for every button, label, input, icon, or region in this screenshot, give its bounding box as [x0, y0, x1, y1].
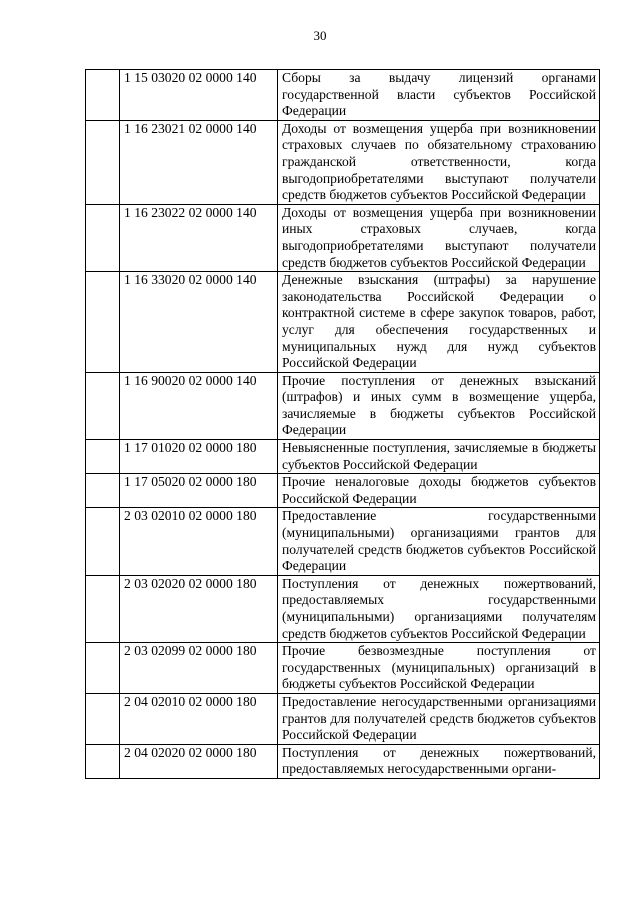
budget-code-cell: 2 04 02010 02 0000 180	[120, 693, 278, 744]
blank-cell	[86, 508, 120, 575]
budget-code-table	[85, 69, 600, 779]
blank-cell	[86, 372, 120, 439]
table-row	[86, 474, 600, 508]
budget-code-cell: 2 03 02010 02 0000 180	[120, 508, 278, 575]
income-description-cell: Сборы за выдачу лицензий органами государственной власти субъектов Российской Федерации	[278, 70, 600, 121]
blank-cell	[86, 474, 120, 508]
table-row	[86, 744, 600, 778]
blank-cell	[86, 693, 120, 744]
income-description-cell: Доходы от возмещения ущерба при возникновении страховых случаев по обязательному страхованию гражданской ответственности, когда выгодоприобретателями выступают получатели средств бюджетов субъектов Российской Федерации	[278, 120, 600, 204]
table-row	[86, 272, 600, 373]
budget-code-cell: 2 03 02099 02 0000 180	[120, 643, 278, 694]
income-description-cell: Поступления от денежных пожертвований, предоставляемых негосударственными органи-	[278, 744, 600, 778]
income-description-cell: Прочие поступления от денежных взысканий (штрафов) и иных сумм в возмещение ущерба, зачисляемые в бюджеты субъектов Российской Федерации	[278, 372, 600, 439]
blank-cell	[86, 575, 120, 642]
page-number: 30	[313, 28, 327, 43]
income-description-cell: Прочие неналоговые доходы бюджетов субъектов Российской Федерации	[278, 474, 600, 508]
budget-code-cell: 2 03 02020 02 0000 180	[120, 575, 278, 642]
budget-code-cell: 2 04 02020 02 0000 180	[120, 744, 278, 778]
table-row	[86, 440, 600, 474]
table-row	[86, 693, 600, 744]
table-row	[86, 508, 600, 575]
budget-code-cell: 1 16 23022 02 0000 140	[120, 204, 278, 271]
budget-code-cell: 1 17 01020 02 0000 180	[120, 440, 278, 474]
table-row	[86, 120, 600, 204]
income-description-cell: Предоставление негосударственными организациями грантов для получателей средств бюджетов субъектов Российской Федерации	[278, 693, 600, 744]
table-row	[86, 575, 600, 642]
table-row	[86, 643, 600, 694]
table-body	[86, 70, 600, 779]
income-description-cell: Предоставление государственными (муниципальными) организациями грантов для получателей средств бюджетов субъектов Российской Федерации	[278, 508, 600, 575]
table-row	[86, 372, 600, 439]
income-description-cell: Поступления от денежных пожертвований, предоставляемых государственными (муниципальными) организациями получателям средств бюджетов субъектов Российской Федерации	[278, 575, 600, 642]
blank-cell	[86, 70, 120, 121]
income-description-cell: Прочие безвозмездные поступления от государственных (муниципальных) организаций в бюджеты субъектов Российской Федерации	[278, 643, 600, 694]
income-description-cell: Невыясненные поступления, зачисляемые в бюджеты субъектов Российской Федерации	[278, 440, 600, 474]
table-row	[86, 70, 600, 121]
blank-cell	[86, 744, 120, 778]
income-description-cell: Денежные взыскания (штрафы) за нарушение законодательства Российской Федерации о контрактной системе в сфере закупок товаров, работ, услуг для обеспечения государственных и муниципальных нужд для нужд субъектов Российской Федерации	[278, 272, 600, 373]
blank-cell	[86, 120, 120, 204]
blank-cell	[86, 440, 120, 474]
budget-code-cell: 1 16 23021 02 0000 140	[120, 120, 278, 204]
budget-code-cell: 1 16 33020 02 0000 140	[120, 272, 278, 373]
blank-cell	[86, 272, 120, 373]
budget-code-cell: 1 16 90020 02 0000 140	[120, 372, 278, 439]
table-row	[86, 204, 600, 271]
blank-cell	[86, 204, 120, 271]
budget-code-cell: 1 17 05020 02 0000 180	[120, 474, 278, 508]
income-description-cell: Доходы от возмещения ущерба при возникновении иных страховых случаев, когда выгодоприобретателями выступают получатели средств бюджетов субъектов Российской Федерации	[278, 204, 600, 271]
blank-cell	[86, 643, 120, 694]
budget-code-cell: 1 15 03020 02 0000 140	[120, 70, 278, 121]
